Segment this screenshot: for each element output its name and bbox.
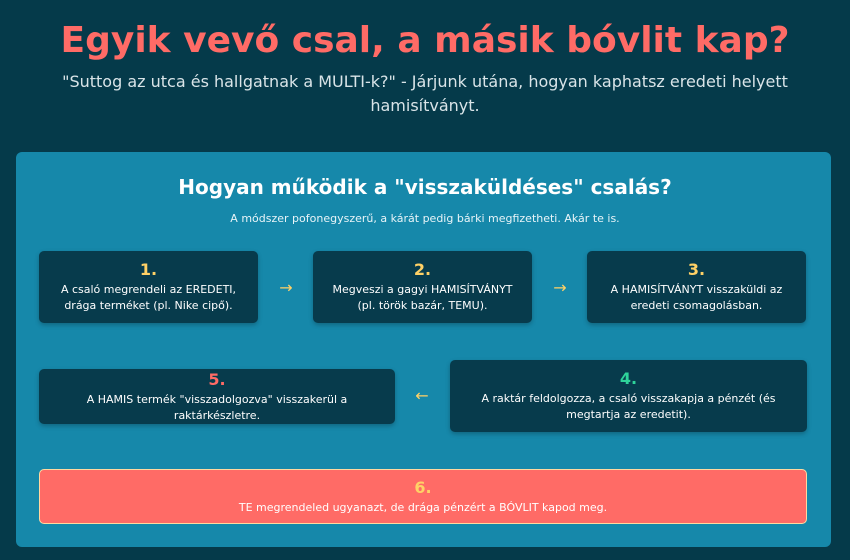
step-6-text: TE megrendeled ugyanazt, de drága pénzért a BÓVLIT kapod meg. <box>238 500 608 514</box>
step-4-card <box>450 360 807 432</box>
step-2-text: Megveszi a gagyi HAMISÍTVÁNYT (pl. török bazár, TEMU). <box>332 283 513 312</box>
step-5-number: 5. <box>208 369 226 389</box>
step-5-card <box>39 369 395 424</box>
step-2-number: 2. <box>413 260 432 279</box>
step-3-text: A HAMISÍTVÁNYT visszaküldi az eredeti csomagolásban. <box>610 283 783 312</box>
step-1-text: A csaló megrendeli az EREDETI, drága terméket (pl. Nike cipő). <box>60 283 237 312</box>
panel-heading: Hogyan működik a "visszaküldéses" csalás? <box>178 175 672 199</box>
page-title: Egyik vevő csal, a másik bóvlit kap? <box>60 20 790 61</box>
step-3-card <box>587 251 806 323</box>
arrow-left-icon: ← <box>415 386 429 405</box>
arrow-right-icon: → <box>553 278 567 297</box>
step-4-text: A raktár feldolgozza, a csaló visszakapja a pénzét (és megtartja az eredetit). <box>481 392 776 421</box>
page-subtitle: "Suttog az utca és hallgatnak a MULTI-k?" - Járjunk utána, hogyan kaphatsz eredeti helyett hamisítványt. <box>62 72 788 115</box>
step-2-card <box>313 251 532 323</box>
arrow-right-icon: → <box>279 278 293 297</box>
step-4-number: 4. <box>619 369 638 388</box>
panel-subheading: A módszer pofonegyszerű, a kárát pedig bárki megfizetheti. Akár te is. <box>230 212 620 225</box>
step-6-card <box>39 469 807 524</box>
step-1-card <box>39 251 258 323</box>
step-3-number: 3. <box>687 260 706 279</box>
step-6-number: 6. <box>414 477 432 497</box>
step-5-text: A HAMIS termék "visszadolgozva" visszakerül a raktárkészletre. <box>86 392 348 422</box>
step-1-number: 1. <box>139 260 158 279</box>
